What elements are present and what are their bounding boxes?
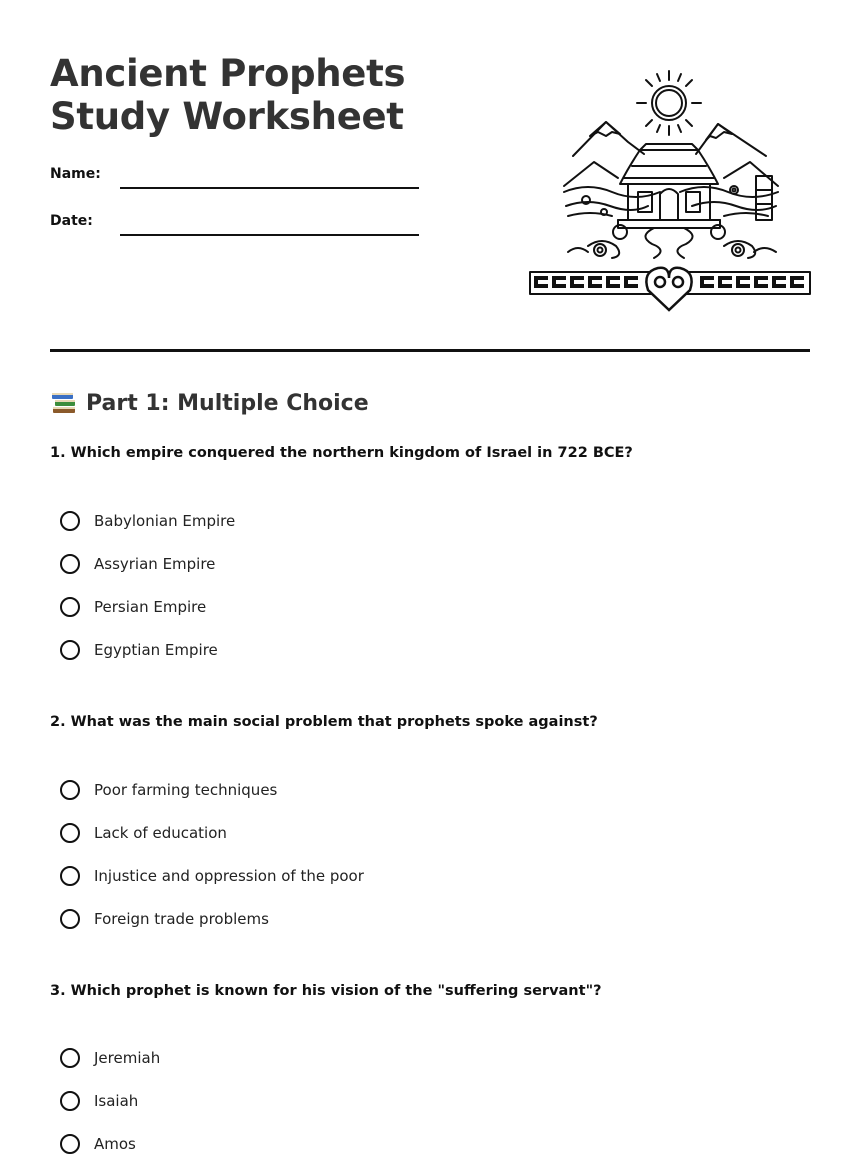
option-label: Jeremiah bbox=[94, 1049, 161, 1067]
q2-option-3[interactable] bbox=[60, 866, 364, 886]
radio-button[interactable] bbox=[60, 640, 80, 660]
radio-button[interactable] bbox=[60, 780, 80, 800]
q2-option-2[interactable] bbox=[60, 823, 227, 843]
radio-button[interactable] bbox=[60, 597, 80, 617]
section-divider bbox=[50, 349, 810, 352]
name-label: Name: bbox=[50, 166, 101, 182]
option-label: Injustice and oppression of the poor bbox=[94, 867, 364, 885]
books-icon bbox=[50, 390, 78, 416]
q3-option-2[interactable] bbox=[60, 1091, 138, 1111]
option-label: Foreign trade problems bbox=[94, 910, 269, 928]
option-label: Persian Empire bbox=[94, 598, 207, 616]
q3-option-1[interactable] bbox=[60, 1048, 160, 1068]
radio-button[interactable] bbox=[60, 554, 80, 574]
q1-option-2[interactable] bbox=[60, 554, 215, 574]
radio-button[interactable] bbox=[60, 909, 80, 929]
option-label: Poor farming techniques bbox=[94, 781, 278, 799]
q3-option-3[interactable] bbox=[60, 1134, 136, 1154]
q1-option-1[interactable] bbox=[60, 511, 235, 531]
page-title: Ancient Prophets Study Worksheet bbox=[50, 52, 406, 138]
option-label: Amos bbox=[94, 1135, 136, 1153]
date-field[interactable] bbox=[120, 234, 419, 236]
q2-option-1[interactable] bbox=[60, 780, 277, 800]
section-title: Part 1: Multiple Choice bbox=[86, 390, 369, 416]
q1-option-3[interactable] bbox=[60, 597, 206, 617]
section-heading bbox=[50, 390, 369, 416]
option-label: Isaiah bbox=[94, 1092, 139, 1110]
radio-button[interactable] bbox=[60, 1048, 80, 1068]
sun-icon bbox=[637, 71, 701, 135]
radio-button[interactable] bbox=[60, 866, 80, 886]
radio-button[interactable] bbox=[60, 1134, 80, 1154]
radio-button[interactable] bbox=[60, 511, 80, 531]
date-label: Date: bbox=[50, 213, 93, 229]
q1-option-4[interactable] bbox=[60, 640, 218, 660]
question-3-text: 3. Which prophet is known for his vision of the "suffering servant"? bbox=[50, 983, 602, 999]
hut-landscape-illustration bbox=[528, 66, 812, 316]
name-field[interactable] bbox=[120, 187, 419, 189]
option-label: Egyptian Empire bbox=[94, 641, 218, 659]
hut-icon bbox=[613, 144, 725, 239]
radio-button[interactable] bbox=[60, 1091, 80, 1111]
option-label: Babylonian Empire bbox=[94, 512, 236, 530]
question-2-text: 2. What was the main social problem that prophets spoke against? bbox=[50, 714, 598, 730]
question-1-text: 1. Which empire conquered the northern kingdom of Israel in 722 BCE? bbox=[50, 445, 633, 461]
option-label: Lack of education bbox=[94, 824, 227, 842]
option-label: Assyrian Empire bbox=[94, 555, 216, 573]
radio-button[interactable] bbox=[60, 823, 80, 843]
q2-option-4[interactable] bbox=[60, 909, 269, 929]
